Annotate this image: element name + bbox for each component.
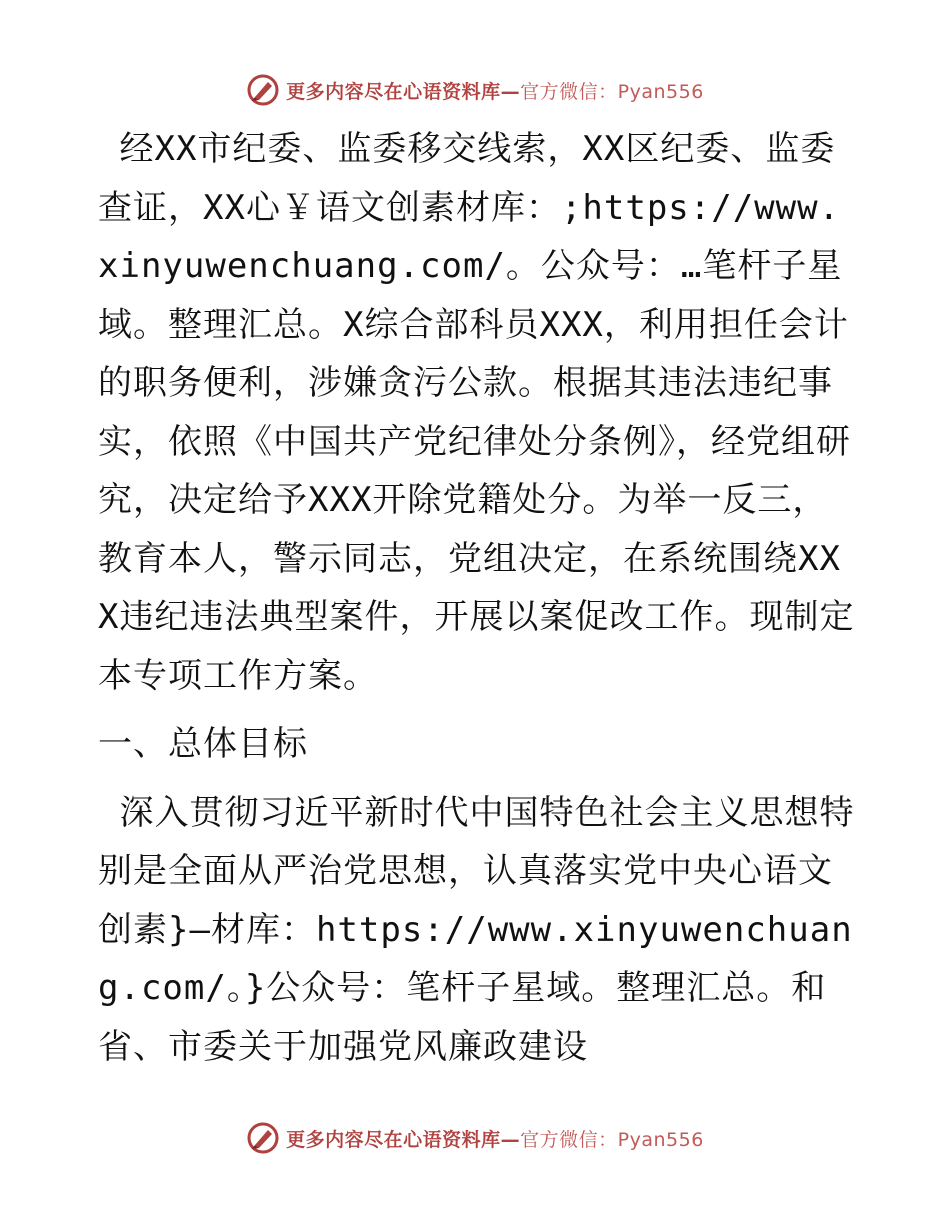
pen-nib-logo-icon xyxy=(246,73,280,107)
body-paragraph-2: 深入贯彻习近平新时代中国特色社会主义思想特别是全面从严治党思想，认真落实党中央心语文创素}—材库：https://www.xinyuwenchuang.com/。}公众号：笔杆子星域。整理汇总。和省、市委关于加强党风廉政建设 xyxy=(98,792,855,1067)
section-heading-1: 一、总体目标 xyxy=(98,724,308,764)
header-banner-text: 更多内容尽在心语资料库—官方微信：Pyan556 xyxy=(286,80,704,103)
document-body xyxy=(98,120,858,1076)
footer-banner xyxy=(0,1118,950,1158)
pen-nib-logo-icon xyxy=(246,1121,280,1155)
header-banner xyxy=(0,70,950,110)
footer-banner-text: 更多内容尽在心语资料库—官方微信：Pyan556 xyxy=(286,1128,704,1151)
body-paragraph-1: 经XX市纪委、监委移交线索，XX区纪委、监委查证，XX心￥语文创素材库：;https://www.xinyuwenchuang.com/。公众号：…笔杆子星域。整理汇总。X综合部科员XXX，利用担任会计的职务便利，涉嫌贪污公款。根据其违法违纪事实，依照《中国共产党纪律处分条例》，经党组研究，决定给予XXX开除党籍处分。为举一反三，教育本人，警示同志，党组决定，在系统围绕XXX违纪违法典型案件，开展以案促改工作。现制定本专项工作方案。 xyxy=(98,129,855,696)
